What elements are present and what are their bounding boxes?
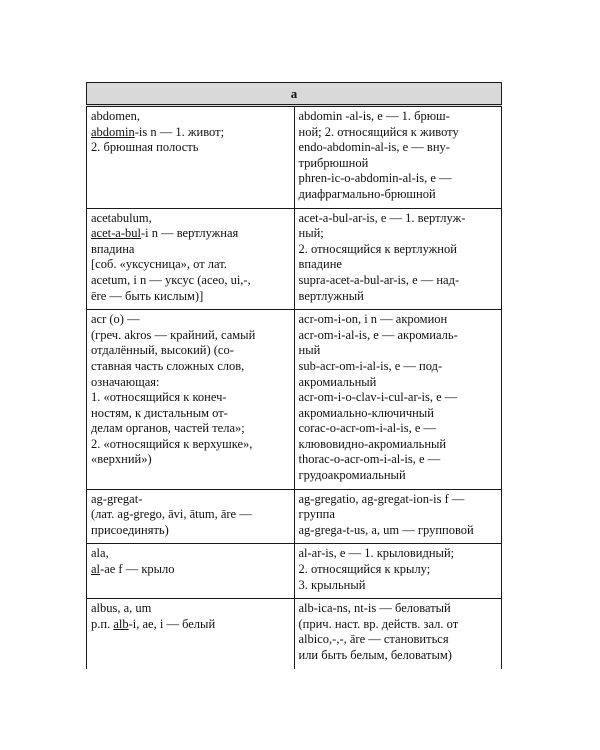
entry-line [299, 578, 498, 594]
entry-text: трибрюшной [298, 155, 369, 170]
entry-text: акромиальный [298, 374, 377, 389]
entry-text: 3. крыльный [298, 577, 366, 592]
entry-line [299, 421, 498, 437]
entry-text: acr-om-i-o-clav-i-cul-ar-is, e — [298, 390, 458, 405]
entry-line [91, 562, 290, 578]
entry-line [91, 211, 290, 227]
entry-line [299, 289, 498, 305]
entry-text: -i, ae, i — белый [128, 616, 216, 631]
entry-text: ной; 2. относящийся к животу [298, 124, 459, 139]
entry-text: ag-gregat- [91, 491, 143, 506]
entry-line [299, 507, 498, 523]
entry-text: группа [298, 507, 335, 522]
entry-text: ставная часть сложных слов, [91, 358, 245, 373]
root-entry-cell [87, 208, 295, 310]
entry-text: -i n — вертлужная [140, 226, 239, 241]
entry-text: endo-abdomin-al-is, e — вну- [298, 140, 450, 155]
entry-line [299, 437, 498, 453]
entry-line [91, 601, 290, 617]
entry-text: sub-acr-om-i-al-is, e — под- [298, 358, 443, 373]
entry-text: acetum, i n — уксус (aceo, ui,-, [91, 272, 251, 287]
entry-line [299, 226, 498, 242]
entry-line [91, 125, 290, 141]
entry-text: означающая: [91, 374, 160, 389]
derived-terms-cell [294, 310, 502, 490]
entry-text: ный [298, 343, 321, 358]
entry-text: (греч. akros — крайний, самый [91, 327, 256, 342]
entry-line [299, 468, 498, 484]
entry-line [91, 492, 290, 508]
entry-line [91, 226, 290, 242]
root-entry-cell [87, 310, 295, 490]
entry-line [91, 109, 290, 125]
table-row [87, 489, 502, 544]
entry-line [91, 328, 290, 344]
entry-text: делам органов, частей тела»; [91, 421, 245, 436]
entry-text: abdomin -al-is, e — 1. брюш- [298, 109, 450, 123]
derived-terms-cell [294, 599, 502, 669]
entry-line [299, 242, 498, 258]
entry-line [299, 452, 498, 468]
entry-line [299, 562, 498, 578]
derived-terms-cell [294, 544, 502, 599]
entry-line [299, 211, 498, 227]
entry-text: диафрагмально-брюшной [298, 186, 436, 201]
entry-text: вертлужный [298, 288, 364, 303]
entry-text: al-ar-is, e — 1. крыловидный; [298, 546, 455, 561]
entry-text: (лат. ag-grego, āvi, ātum, āre — [91, 507, 252, 522]
dictionary-body [87, 106, 502, 669]
entry-line [299, 109, 498, 125]
derived-terms-cell [294, 489, 502, 544]
entry-text: 1. «относящийся к конеч- [91, 390, 227, 405]
entry-text: thorac-o-acr-om-i-al-is, e — [298, 452, 441, 467]
entry-line [299, 156, 498, 172]
entry-line [299, 523, 498, 539]
entry-line [299, 648, 498, 664]
entry-text: ностям, к дистальным от- [91, 405, 228, 420]
entry-text: acr-om-i-on, i n — акромион [298, 312, 448, 327]
entry-line [91, 421, 290, 437]
entry-line [299, 359, 498, 375]
entry-text: acr (o) — [91, 312, 140, 327]
derived-terms-cell [294, 106, 502, 209]
entry-line [91, 406, 290, 422]
entry-text: акромиально-ключичный [298, 405, 434, 420]
entry-text: acetabulum, [91, 210, 152, 225]
derived-terms-cell [294, 208, 502, 310]
root-entry-cell [87, 489, 295, 544]
entry-line [299, 492, 498, 508]
entry-text: albico,-,-, āre — становиться [298, 632, 449, 647]
entry-line [299, 390, 498, 406]
entry-text: ēre — быть кислым)] [91, 288, 204, 303]
entry-text: albus, a, um [91, 601, 152, 616]
entry-line [299, 187, 498, 203]
entry-line [299, 312, 498, 328]
entry-line [299, 171, 498, 187]
entry-line [91, 375, 290, 391]
entry-text: corac-o-acr-om-i-al-is, e — [298, 421, 437, 436]
entry-line [91, 289, 290, 305]
entry-text: (прич. наст. вр. действ. зал. от [298, 616, 459, 631]
entry-text: впадина [91, 241, 135, 256]
entry-line [299, 601, 498, 617]
word-stem: alb [113, 616, 129, 631]
entry-text: abdomen, [91, 109, 140, 123]
entry-text: -is n — 1. живот; [134, 124, 225, 139]
entry-line [91, 257, 290, 273]
entry-text: -ae f — крыло [100, 562, 175, 577]
root-entry-cell [87, 544, 295, 599]
entry-text: 2. относящийся к крылу; [298, 562, 431, 577]
entry-line [91, 546, 290, 562]
entry-line [91, 523, 290, 539]
table-header-row [87, 83, 502, 106]
word-stem: al [91, 562, 101, 577]
entry-text: или быть белым, беловатым) [298, 648, 452, 662]
entry-text: alb-ica-ns, nt-is — беловатый [298, 601, 451, 616]
entry-line [91, 343, 290, 359]
entry-text: впадине [298, 257, 342, 272]
table-row [87, 208, 502, 310]
entry-line [299, 546, 498, 562]
entry-text: ag-gregatio, ag-gregat-ion-is f — [298, 491, 465, 506]
entry-text: phren-ic-o-abdomin-al-is, e — [298, 171, 452, 186]
entry-line [91, 312, 290, 328]
entry-line [91, 242, 290, 258]
entry-text: 2. «относящийся к верхушке», [91, 436, 253, 451]
entry-line [91, 507, 290, 523]
entry-line [299, 375, 498, 391]
root-entry-cell [87, 599, 295, 669]
entry-line [91, 140, 290, 156]
entry-line [299, 343, 498, 359]
entry-text: грудоакромиальный [298, 468, 406, 483]
entry-line [299, 328, 498, 344]
entry-text: [соб. «уксусница», от лат. [91, 257, 227, 272]
entry-text: acet-a-bul-ar-is, e — 1. вертлуж- [298, 210, 466, 225]
entry-text: отдалённый, высокий) (со- [91, 343, 234, 358]
entry-line [91, 359, 290, 375]
entry-line [299, 257, 498, 273]
table-row [87, 310, 502, 490]
entry-text: «верхний») [91, 452, 152, 467]
entry-line [299, 273, 498, 289]
table-row [87, 544, 502, 599]
entry-text: acr-om-i-al-is, e — акромиаль- [298, 327, 458, 342]
entry-line [91, 390, 290, 406]
entry-text: присоединять) [91, 522, 169, 537]
root-entry-cell [87, 106, 295, 209]
dictionary-table [86, 82, 502, 669]
entry-text: ala, [91, 546, 109, 561]
table-row [87, 599, 502, 669]
word-stem: acet-a-bul [91, 226, 141, 241]
word-stem: abdomin [91, 124, 135, 139]
entry-line [299, 406, 498, 422]
entry-text: клювовидно-акромиальный [298, 436, 447, 451]
entry-line [91, 273, 290, 289]
entry-line [299, 632, 498, 648]
entry-text: supra-acet-a-bul-ar-is, e — над- [298, 272, 460, 287]
entry-line [91, 452, 290, 468]
entry-text: ag-grega-t-us, a, um — групповой [298, 522, 474, 537]
entry-line [91, 617, 290, 633]
entry-line [299, 617, 498, 633]
table-row [87, 106, 502, 209]
entry-text: 2. относящийся к вертлужной [298, 241, 457, 256]
letter-header: a [87, 83, 502, 106]
entry-text: 2. брюшная полость [91, 140, 199, 155]
entry-text: р.п. [91, 616, 114, 631]
entry-text: ный; [298, 226, 324, 241]
entry-line [91, 437, 290, 453]
entry-line [299, 140, 498, 156]
entry-line [299, 125, 498, 141]
